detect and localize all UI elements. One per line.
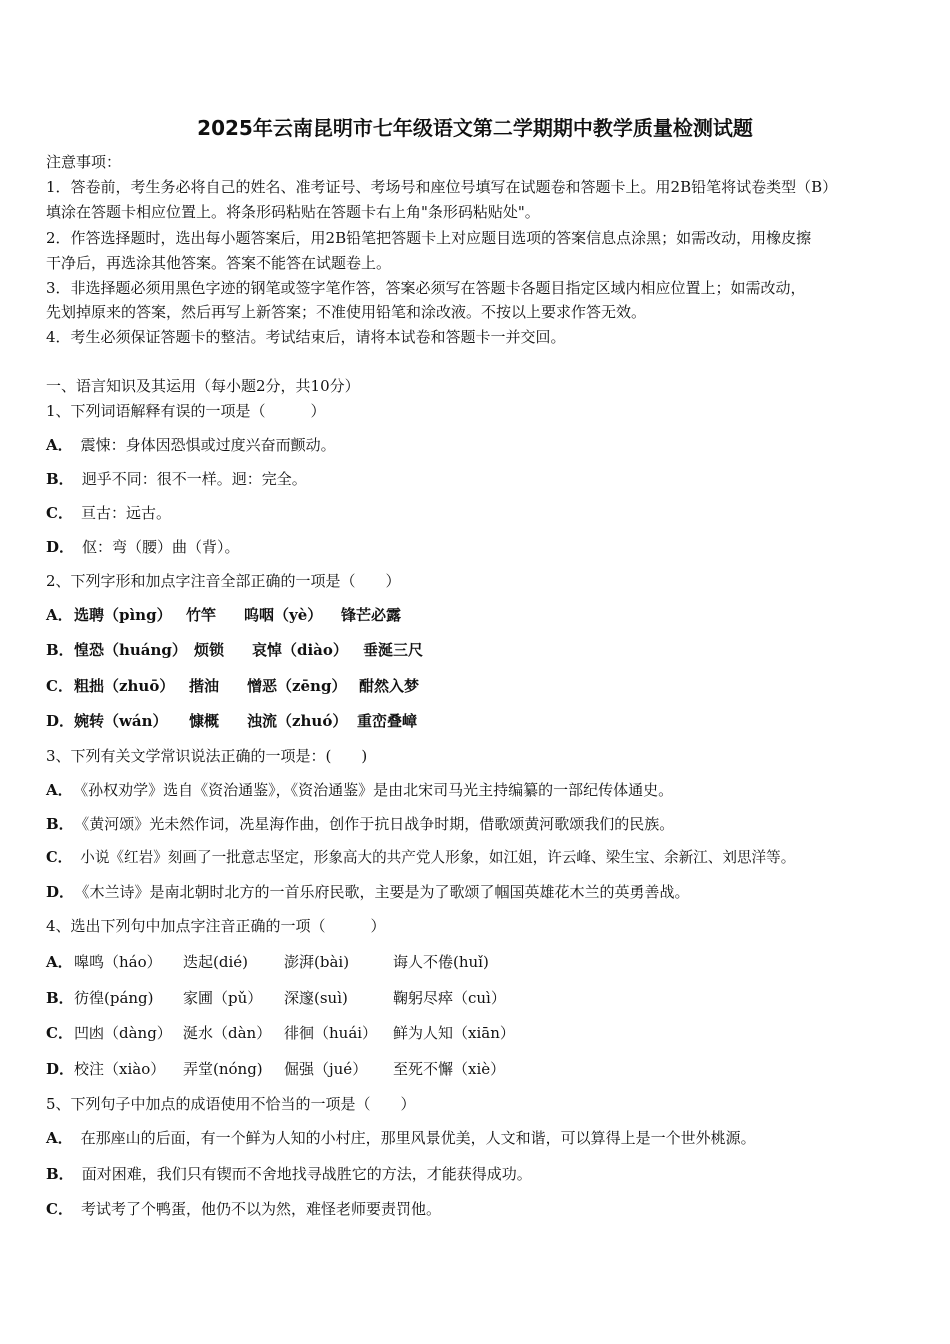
- option-label: B．: [46, 1165, 74, 1183]
- option-item: 嗥鸣（háo）: [74, 953, 162, 971]
- option-label: B．: [46, 815, 74, 833]
- option-row: [46, 882, 690, 902]
- option-text: 小说《红岩》刻画了一批意志坚定，形象高大的共产党人形象，如江姐，许云峰、梁生宝、余新江、刘思洋等。: [80, 849, 796, 866]
- option-label: D．: [46, 1060, 75, 1078]
- option-item: 至死不懈（xiè）: [393, 1060, 506, 1078]
- notice-line: 2．作答选择题时，选出每小题答案后，用2B铅笔把答题卡上对应题目选项的答案信息点涂黑；如需改动，用橡皮擦: [46, 229, 812, 247]
- option-item: 竹竿: [186, 606, 217, 624]
- option-label: C．: [46, 1024, 73, 1042]
- option-text: 震悚：身体因恐惧或过度兴奋而颤动。: [80, 436, 336, 454]
- option-row: [46, 780, 673, 800]
- option-text: 伛：弯（腰）曲（背）。: [82, 538, 240, 556]
- option-label: D．: [46, 712, 75, 730]
- option-row: [46, 537, 240, 557]
- question-stem: 1、下列词语解释有误的一项是（ ）: [46, 402, 326, 420]
- option-item: 鞠躬尽瘁（cuì）: [393, 989, 506, 1007]
- option-label: B．: [46, 470, 74, 488]
- notice-line: 3．非选择题必须用黑色字迹的钢笔或签字笔作答，答案必须写在答题卡各题目指定区域内相应位置上；如需改动，: [46, 279, 806, 297]
- option-item: 涎水（dàn）: [183, 1024, 272, 1042]
- notice-line: 1．答卷前，考生务必将自己的姓名、准考证号、考场号和座位号填写在试题卷和答题卡上。用2B铅笔将试卷类型（B）: [46, 178, 838, 196]
- option-item: 烦锁: [194, 641, 225, 659]
- option-item: 垂涎三尺: [363, 641, 424, 659]
- option-text: 《黄河颂》光未然作词，冼星海作曲，创作于抗日战争时期，借歌颂黄河歌颂我们的民族。: [81, 815, 675, 833]
- option-label: A．: [46, 781, 73, 799]
- option-row: [46, 1199, 441, 1219]
- option-item: 鲜为人知（xiān）: [393, 1024, 515, 1042]
- option-item: 哀悼（diào）: [252, 641, 348, 659]
- option-item: 诲人不倦(huǐ): [393, 953, 489, 971]
- option-item: 澎湃(bài): [284, 953, 350, 971]
- page-title: 2025年云南昆明市七年级语文第二学期期中教学质量检测试题: [197, 116, 753, 140]
- option-item: 家圃（pǔ）: [183, 989, 263, 1007]
- option-item: 重峦叠嶂: [357, 712, 418, 730]
- option-label: D．: [46, 538, 75, 556]
- option-row: [46, 1059, 506, 1079]
- option-item: 憎恶（zēng）: [247, 677, 347, 695]
- option-label: B．: [46, 641, 74, 659]
- option-item: 倔强（jué）: [284, 1060, 368, 1078]
- option-item: 惶恐（huáng）: [74, 641, 187, 659]
- question-stem: 4、选出下列句中加点字注音正确的一项（ ）: [46, 917, 386, 935]
- option-label: D．: [46, 883, 75, 901]
- option-label: A．: [46, 953, 73, 971]
- option-item: 徘徊（huái）: [284, 1024, 378, 1042]
- option-label: B．: [46, 989, 74, 1007]
- question-stem: 3、下列有关文学常识说法正确的一项是：( ): [46, 747, 368, 765]
- option-row: [46, 1023, 515, 1043]
- option-row: [46, 952, 489, 972]
- option-row: [46, 814, 674, 834]
- question-stem: 2、下列字形和加点字注音全部正确的一项是（ ）: [46, 572, 401, 590]
- option-row: [46, 1128, 756, 1148]
- option-item: 校注（xiào）: [74, 1060, 166, 1078]
- option-text: 面对困难，我们只有锲而不舍地找寻战胜它的方法，才能获得成功。: [81, 1165, 532, 1183]
- option-row: [46, 605, 402, 625]
- option-label: C．: [46, 677, 73, 695]
- option-item: 慷概: [189, 712, 220, 730]
- option-item: 选聘（pìng）: [74, 606, 172, 624]
- option-label: C．: [46, 504, 73, 522]
- option-item: 呜咽（yè）: [244, 606, 323, 624]
- question-stem: 5、下列句子中加点的成语使用不恰当的一项是（ ）: [46, 1095, 416, 1113]
- option-row: [46, 503, 171, 523]
- option-item: 迭起(dié): [183, 953, 248, 971]
- option-item: 凹凼（dàng）: [74, 1024, 172, 1042]
- section-heading: 一、语言知识及其运用（每小题2分，共10分）: [46, 377, 360, 395]
- option-label: A．: [46, 606, 73, 624]
- notice-line: 4．考生必须保证答题卡的整洁。考试结束后，请将本试卷和答题卡一并交回。: [46, 328, 566, 346]
- notice-heading: 注意事项：: [46, 153, 122, 171]
- option-item: 深邃(suì): [284, 989, 348, 1007]
- option-label: A．: [46, 436, 73, 454]
- option-item: 婉转（wán）: [74, 712, 168, 730]
- option-item: 揩油: [189, 677, 220, 695]
- notice-line: 干净后，再选涂其他答案。答案不能答在试题卷上。: [46, 254, 392, 272]
- notice-line: 先划掉原来的答案，然后再写上新答案；不准使用铅笔和涂改液。不按以上要求作答无效。: [46, 303, 647, 321]
- option-item: 弄堂(nóng): [183, 1060, 263, 1078]
- option-row: [46, 640, 424, 660]
- option-text: 在那座山的后面，有一个鲜为人知的小村庄，那里风景优美，人文和谐，可以算得上是一个世外桃源。: [80, 1129, 756, 1147]
- option-item: 粗拙（zhuō）: [74, 677, 175, 695]
- option-row: [46, 848, 795, 868]
- option-row: [46, 435, 336, 455]
- option-label: A．: [46, 1129, 73, 1147]
- notice-line: 填涂在答题卡相应位置上。将条形码粘贴在答题卡右上角"条形码粘贴处"。: [46, 203, 540, 221]
- option-item: 彷徨(páng): [74, 989, 154, 1007]
- option-row: [46, 988, 506, 1008]
- option-text: 亘古：远古。: [80, 504, 171, 522]
- option-row: [46, 711, 418, 731]
- option-row: [46, 676, 420, 696]
- option-text: 考试考了个鸭蛋，他仍不以为然，难怪老师要责罚他。: [80, 1200, 441, 1218]
- option-item: 酣然入梦: [359, 677, 420, 695]
- option-text: 《孙权劝学》选自《资治通鉴》，《资治通鉴》是由北宋司马光主持编纂的一部纪传体通史。: [80, 781, 674, 799]
- option-label: C．: [46, 1200, 73, 1218]
- option-item: 浊流（zhuó）: [247, 712, 348, 730]
- option-text: 迥乎不同：很不一样。迥：完全。: [81, 470, 307, 488]
- option-row: [46, 1164, 532, 1184]
- option-item: 锋芒必露: [341, 606, 402, 624]
- option-text: 《木兰诗》是南北朝时北方的一首乐府民歌，主要是为了歌颂了帼国英雄花木兰的英勇善战。: [82, 883, 690, 901]
- option-row: [46, 469, 307, 489]
- option-label: C．: [46, 849, 73, 866]
